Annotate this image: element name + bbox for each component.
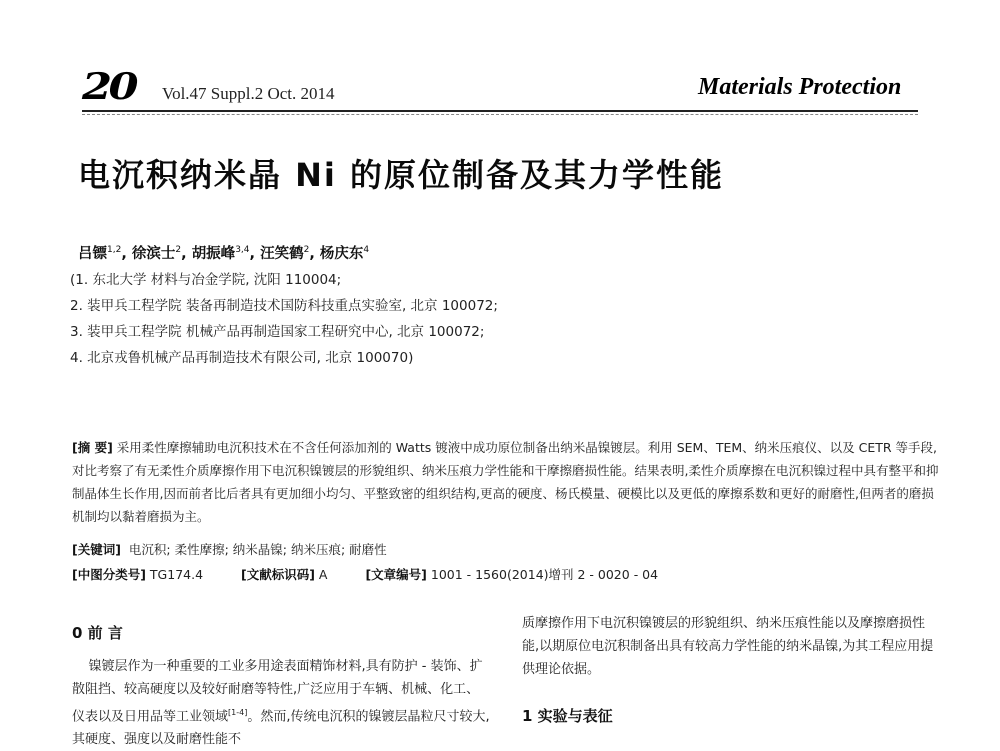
abstract <box>72 436 944 528</box>
column2-paragraph: 质摩擦作用下电沉积镍镀层的形貌组织、纳米压痕性能以及摩擦磨损性能,以期原位电沉积制备出具有较高力学性能的纳米晶镍,为其工程应用提供理论依据。 <box>522 616 934 677</box>
author-name: 汪笑鹤 <box>260 246 304 262</box>
header-rule <box>82 110 918 112</box>
affiliation: 2. 装甲兵工程学院 装备再制造技术国防科技重点实验室, 北京 100072; <box>70 298 498 314</box>
author-affil-sup: 3,4 <box>235 245 250 256</box>
article-id-label: [文章编号] <box>365 567 427 582</box>
author-name: 胡振峰 <box>191 246 236 262</box>
citation-ref: [1-4] <box>228 708 248 717</box>
intro-text: 镍镀层作为一种重要的工业多用途表面精饰材料,具有防护 - 装饰、扩散阻挡、较高硬度以及较好耐磨等特性,广泛应用于车辆、机械、化工、仪表以及日用品等工业领域 <box>72 659 483 725</box>
journal-name: Materials Protection <box>698 74 902 100</box>
affiliation: 3. 装甲兵工程学院 机械产品再制造国家工程研究中心, 北京 100072; <box>70 324 485 340</box>
intro-text-cont: 。然而,传统电沉积的镍镀层晶粒尺寸较大,其硬度、强度以及耐磨性能不 <box>72 709 490 748</box>
author-affil-sup: 2 <box>303 245 310 256</box>
author-affil-sup: 1,2 <box>107 245 122 256</box>
page-number: 20 <box>82 66 135 108</box>
author-list: 吕镖$^{1,2}$, 徐滨士$^2$, 胡振峰$^{3,4}$, 汪笑鹤$^2$, 杨庆东$^4$ <box>78 245 370 262</box>
doc-code-label: [文献标识码] <box>241 567 315 582</box>
keywords-text: 电沉积; 柔性摩擦; 纳米晶镍; 纳米压痕; 耐磨性 <box>128 542 387 557</box>
section-heading-intro: 0 前 言 <box>72 624 123 642</box>
author-name: 徐滨士 <box>131 246 176 262</box>
author-name: 杨庆东 <box>319 246 364 262</box>
keywords-label: [关键词] <box>72 542 121 557</box>
author-affil-sup: 4 <box>363 245 370 256</box>
abstract-text: 采用柔性摩擦辅助电沉积技术在不含任何添加剂的 Watts 镀液中成功原位制备出纳米晶镍镀层。利用 SEM、TEM、纳米压痕仪、以及 CETR 等手段,对比考察了有无柔性介质摩擦作用下电沉积镍镀层的形貌组织、纳米压痕力学性能和干摩擦磨损性能。结果表明,柔性介质摩擦在电沉积镍过程中具有整平和抑制晶体生长作用,因而前者比后者具有更加细小均匀、平整致密的组织结构,更高的硬度、杨氏模量、硬模比以及更低的摩擦系数和更好的耐磨性,但两者的磨损机制均以黏着磨损为主。 <box>72 440 939 524</box>
clc-value: TG174.4 <box>149 567 204 582</box>
author-affil-sup: 2 <box>175 245 182 256</box>
author-name: 吕镖 <box>78 246 107 262</box>
abstract-label: [摘 要] <box>72 440 113 455</box>
paper-title: 电沉积纳米晶 Ni 的原位制备及其力学性能 <box>78 156 725 194</box>
volume-info: Vol.47 Suppl.2 Oct. 2014 <box>162 84 335 103</box>
section-heading-experiment: 1 实验与表征 <box>522 707 613 725</box>
affiliation: 4. 北京戎鲁机械产品再制造技术有限公司, 北京 100070) <box>70 350 414 366</box>
article-id-value: 1001 - 1560(2014)增刊 2 - 0020 - 04 <box>430 567 659 582</box>
intro-paragraph <box>72 655 492 751</box>
classification-line <box>72 565 658 583</box>
clc-label: [中图分类号] <box>72 567 146 582</box>
header-rule-dashed <box>82 114 918 115</box>
doc-code-value: A <box>318 567 328 582</box>
keywords <box>72 540 387 558</box>
affiliation: (1. 东北大学 材料与冶金学院, 沈阳 110004; <box>70 272 342 288</box>
